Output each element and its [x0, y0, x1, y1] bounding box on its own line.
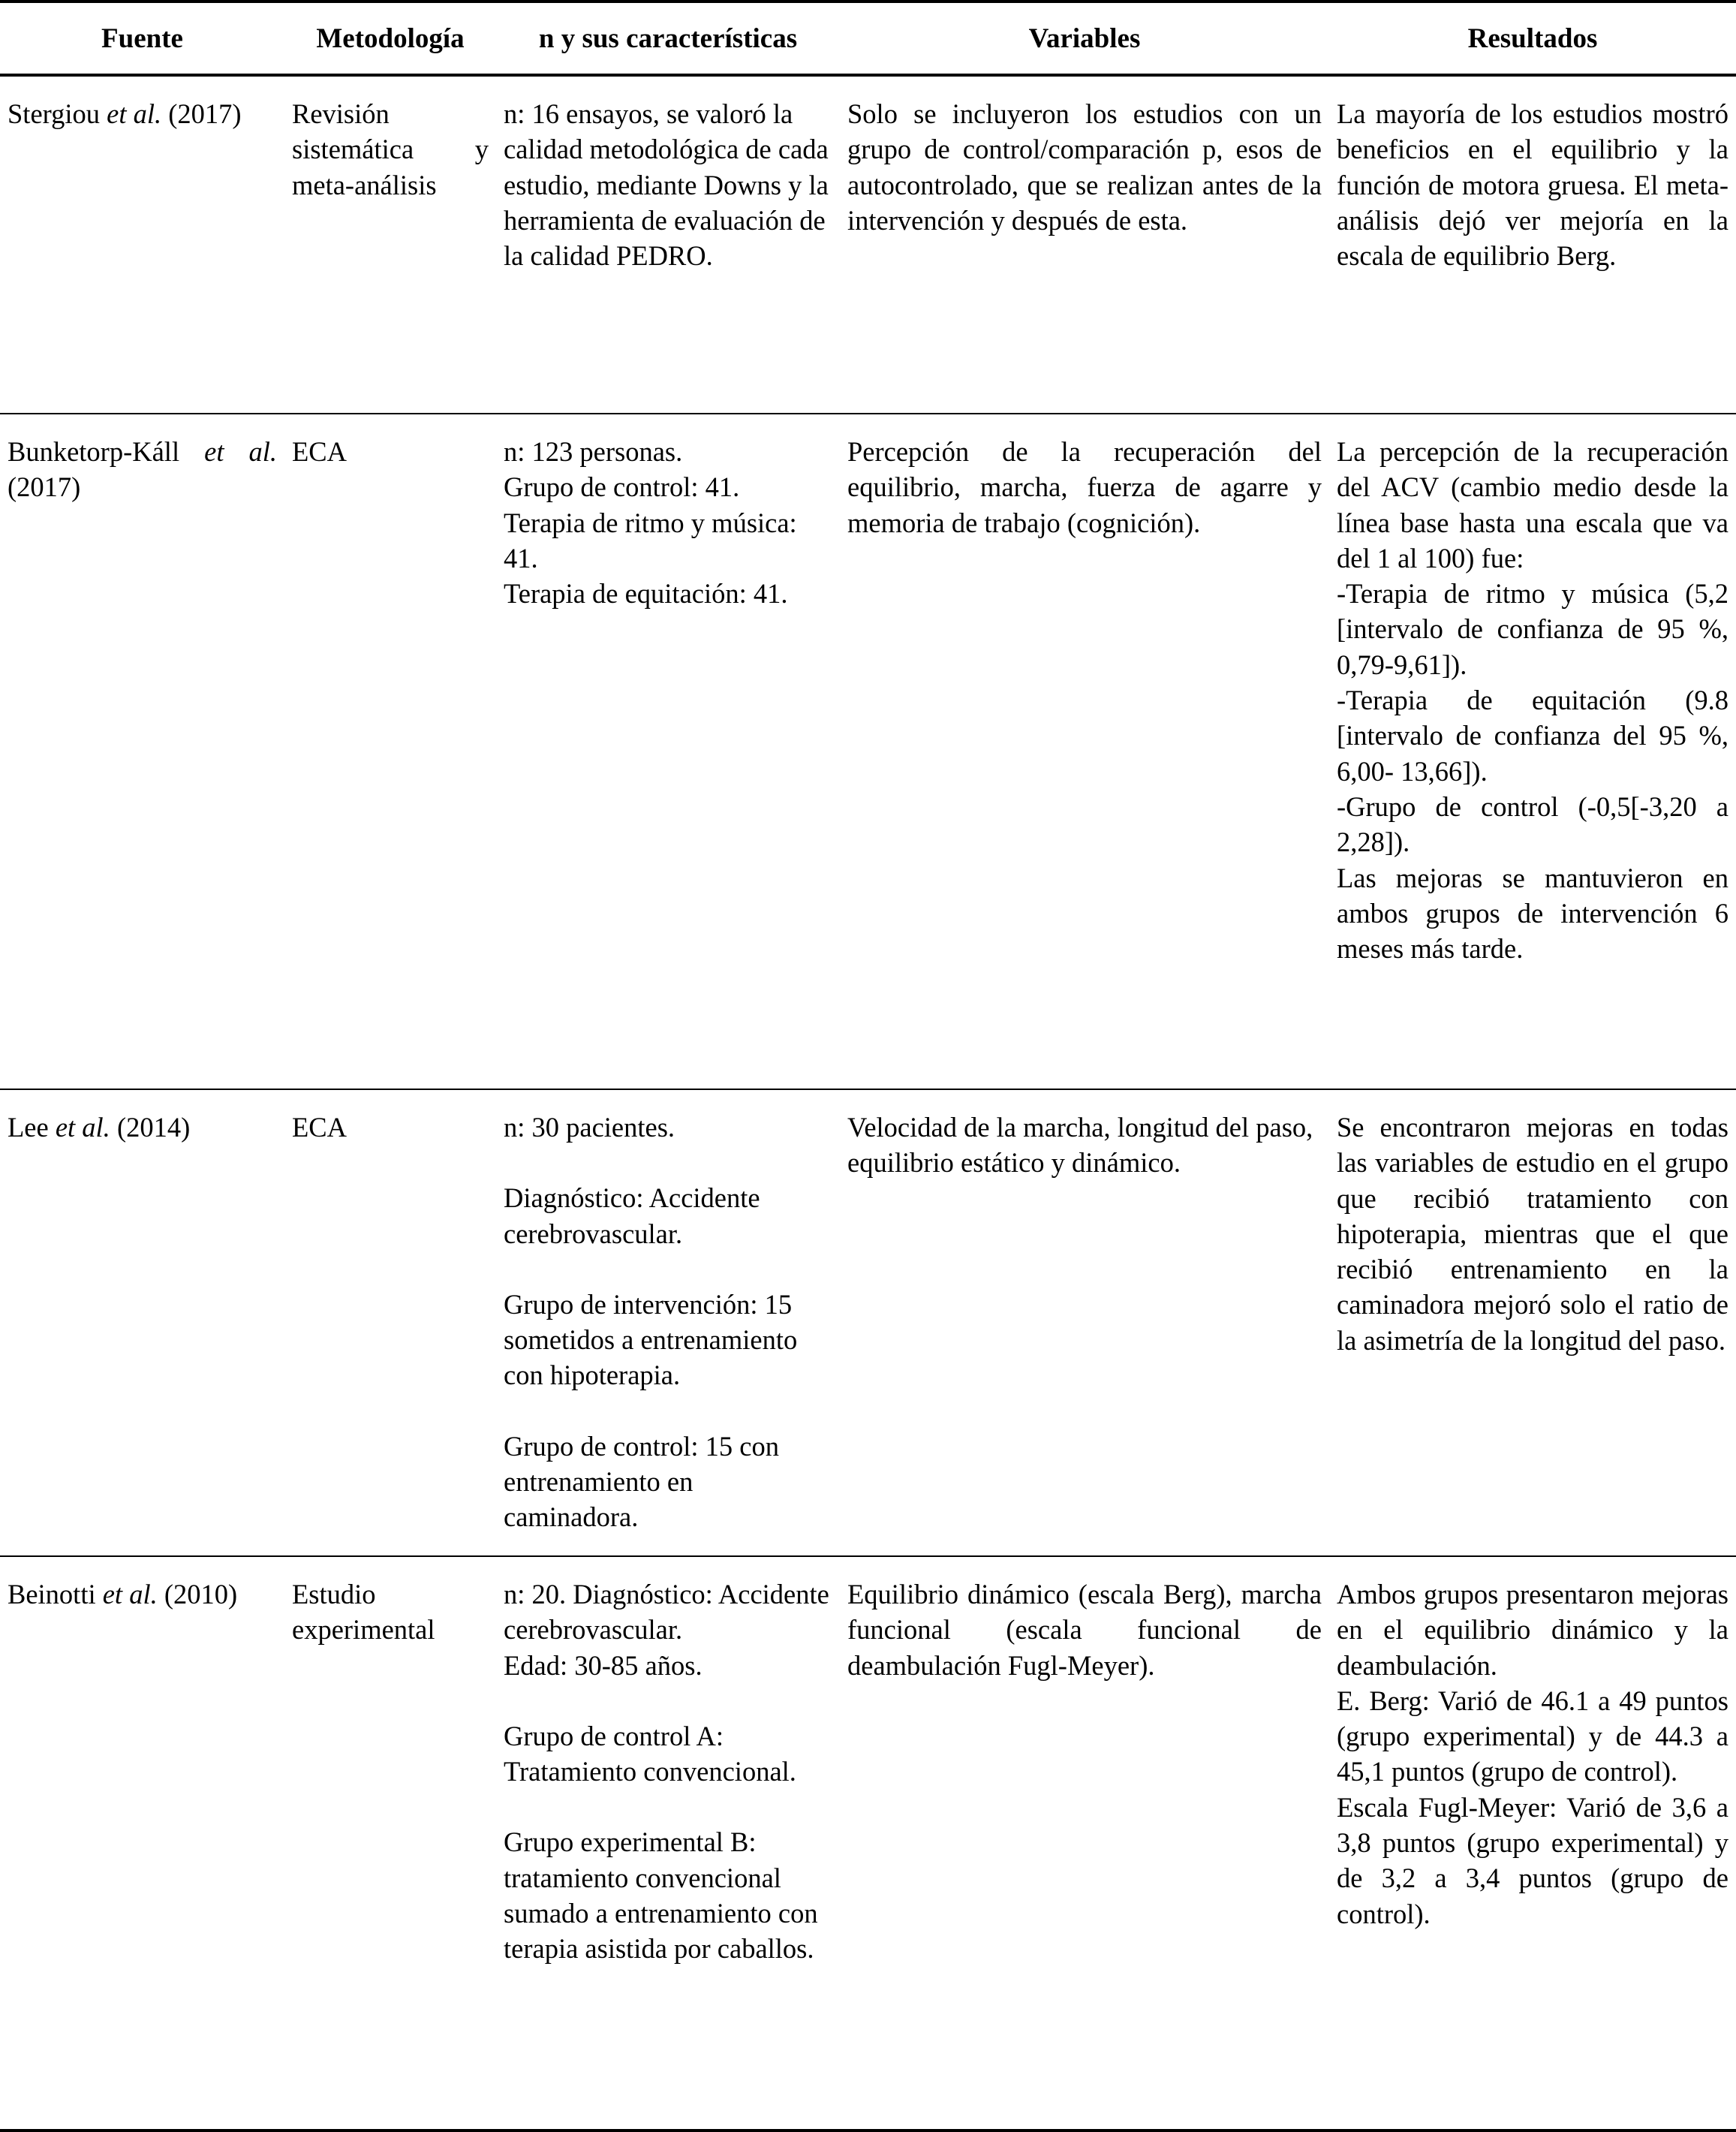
cell-variables: Equilibrio dinámico (escala Berg), marcha funcional (escala funcional de deambulación Fugl-Meyer). [840, 1556, 1329, 2130]
n-line: Grupo de control: 41. [504, 471, 740, 503]
result-line: Las mejoras se mantuvieron en ambos grupos de intervención 6 meses más tarde. [1337, 862, 1728, 965]
cell-method: ECA [284, 1089, 496, 1556]
n-line: Terapia de equitación: 41. [504, 578, 788, 610]
n-line: Grupo experimental B: tratamiento convencional sumado a entrenamiento con terapia asistida por caballos. [504, 1826, 818, 1965]
header-resultados: Resultados [1329, 2, 1736, 75]
cell-variables: Percepción de la recuperación del equilibrio, marcha, fuerza de agarre y memoria de trabajo (cognición). [840, 414, 1329, 1089]
table-row [0, 1089, 1736, 1556]
cell-results [1329, 414, 1736, 1089]
result-line: E. Berg: Varió de 46.1 a 49 puntos (grupo experimental) y de 44.3 a 45,1 puntos (grupo de control). [1337, 1685, 1728, 1787]
result-line: -Terapia de equitación (9.8 [intervalo de confianza del 95 %, 6,00- 13,66]). [1337, 685, 1728, 787]
result-line: -Terapia de ritmo y música (5,2 [intervalo de confianza de 95 %, 0,79-9,61]). [1337, 578, 1728, 680]
cell-n [496, 1556, 840, 2130]
cell-method: Revisión sistemática y meta-análisis [284, 75, 496, 414]
result-line: Escala Fugl-Meyer: Varió de 3,6 a 3,8 puntos (grupo experimental) y de 3,2 a 3,4 puntos (grupo de control). [1337, 1791, 1728, 1929]
n-line: Edad: 30-85 años. [504, 1649, 703, 1681]
cell-method: Estudio experimental [284, 1556, 496, 2130]
cell-n [496, 1089, 840, 1556]
cell-source: Bunketorp-Káll et al. (2017) [0, 414, 284, 1089]
result-line: La percepción de la recuperación del ACV (cambio medio desde la línea base hasta una escala que va del 1 al 100) fue: [1337, 436, 1728, 574]
cell-variables: Solo se incluyeron los estudios con un grupo de control/comparación p, esos de autocontrolado, que se realizan antes de la intervención y después de esta. [840, 75, 1329, 414]
cell-results [1329, 75, 1736, 414]
table-body [0, 75, 1736, 2130]
cell-results [1329, 1089, 1736, 1556]
n-line: n: 20. Diagnóstico: Accidente cerebrovascular. [504, 1579, 829, 1646]
header-variables: Variables [840, 2, 1329, 75]
n-line: Grupo de control A: Tratamiento convencional. [504, 1720, 796, 1787]
table-row [0, 414, 1736, 1089]
cell-method: ECA [284, 414, 496, 1089]
n-line: Grupo de control: 15 con entrenamiento en caminadora. [504, 1430, 779, 1533]
header-metodologia: Metodología [284, 2, 496, 75]
cell-source: Lee et al. (2014) [0, 1089, 284, 1556]
cell-n [496, 414, 840, 1089]
result-line: Ambos grupos presentaron mejoras en el equilibrio dinámico y la deambulación. [1337, 1579, 1728, 1681]
n-line: Terapia de ritmo y música: 41. [504, 507, 797, 574]
table-row [0, 1556, 1736, 2130]
n-line: Diagnóstico: Accidente cerebrovascular. [504, 1182, 760, 1249]
n-line: n: 30 pacientes. [504, 1112, 675, 1143]
header-fuente: Fuente [0, 2, 284, 75]
cell-n [496, 75, 840, 414]
n-line: Grupo de intervención: 15 sometidos a entrenamiento con hipoterapia. [504, 1288, 798, 1391]
header-row [0, 2, 1736, 75]
result-line: Se encontraron mejoras en todas las variables de estudio en el grupo que recibió tratamiento con hipoterapia, mientras que el que recibió entrenamiento en la caminadora mejoró solo el ratio de la asimetría de la longitud del paso. [1337, 1112, 1728, 1356]
n-line: n: 123 personas. [504, 436, 683, 467]
cell-source: Beinotti et al. (2010) [0, 1556, 284, 2130]
n-line: n: 16 ensayos, se valoró la calidad metodológica de cada estudio, mediante Downs y la herramienta de evaluación de la calidad PEDRO. [504, 98, 829, 272]
header-n-caracteristicas: n y sus características [496, 2, 840, 75]
result-line: La mayoría de los estudios mostró beneficios en el equilibrio y la función de motora gruesa. El meta-análisis dejó ver mejoría en la escala de equilibrio Berg. [1337, 98, 1728, 272]
cell-results [1329, 1556, 1736, 2130]
cell-source: Stergiou et al. (2017) [0, 75, 284, 414]
cell-variables: Velocidad de la marcha, longitud del paso, equilibrio estático y dinámico. [840, 1089, 1329, 1556]
table-row [0, 75, 1736, 414]
result-line: -Grupo de control (-0,5[-3,20 a 2,28]). [1337, 790, 1728, 858]
